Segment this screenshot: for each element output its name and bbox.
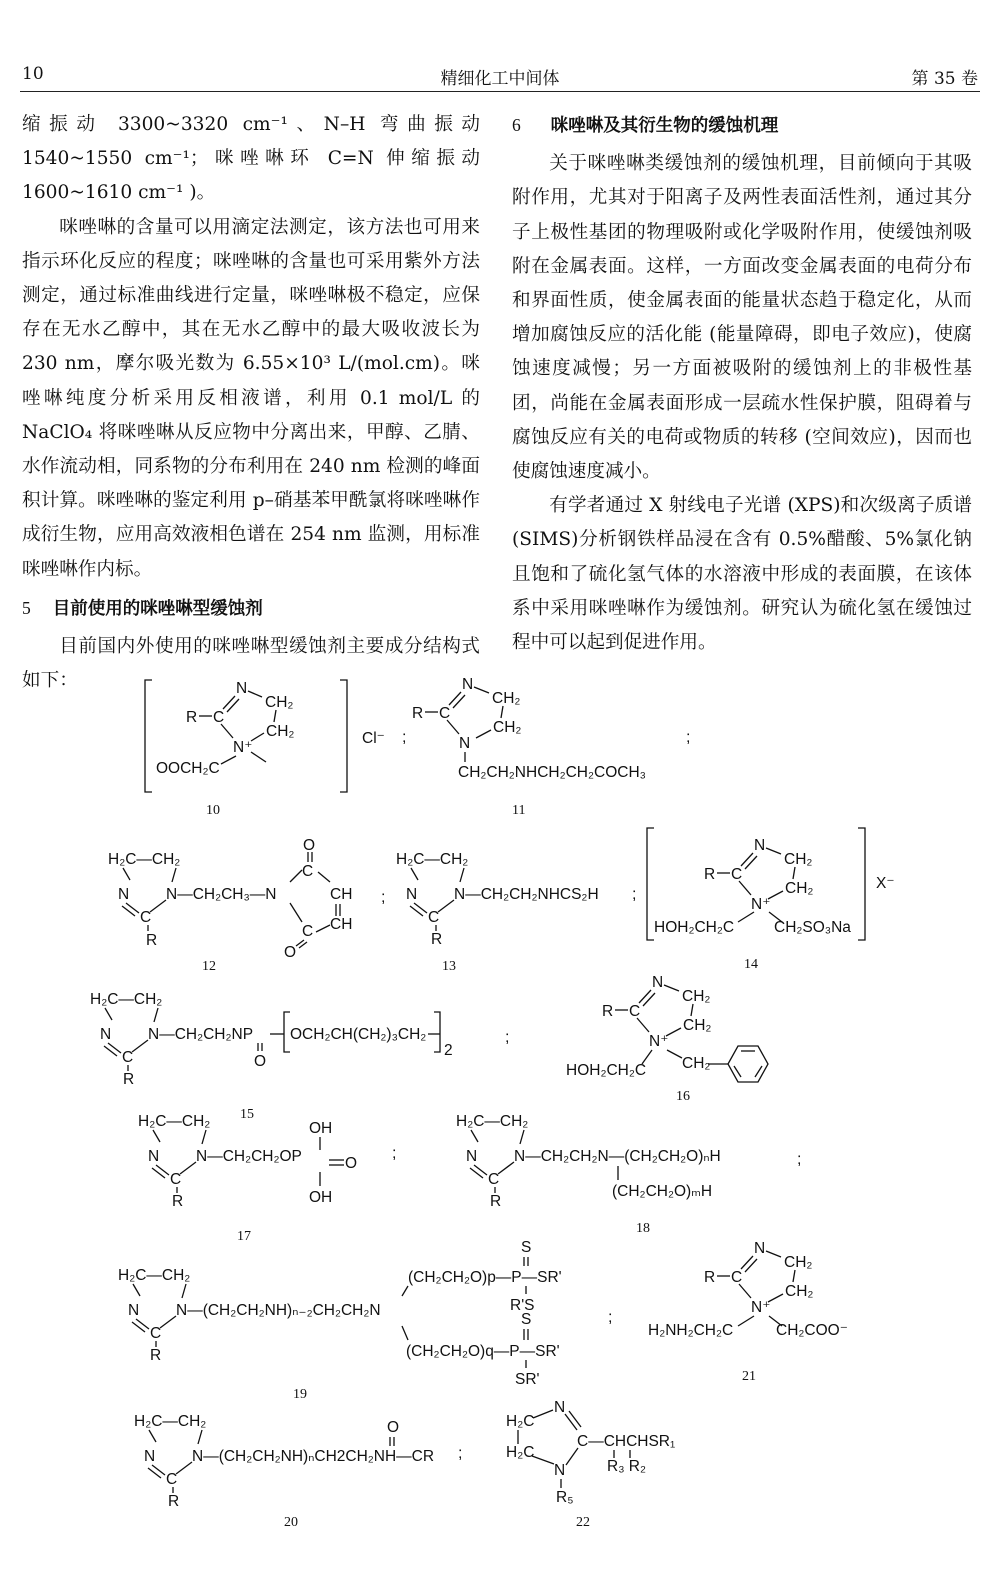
journal-title: 精细化工中间体	[440, 69, 560, 89]
svg-text:N: N	[236, 680, 248, 697]
svg-text:CH₂: CH₂	[682, 1055, 711, 1072]
paragraph: 目前国内外使用的咪唑啉型缓蚀剂主要成分结构式如下：	[22, 636, 480, 692]
svg-text:C: C	[629, 1003, 641, 1020]
svg-text:CH₂: CH₂	[682, 988, 711, 1005]
svg-text:N: N	[554, 1462, 566, 1479]
svg-text:R: R	[186, 709, 198, 726]
paragraph: 关于咪唑啉类缓蚀剂的缓蚀机理，目前倾向于其吸附作用，尤其对于阳离子及两性表面活性剂，通过其分子上极性基团的物理吸附或化学吸附作用，使缓蚀剂吸附在金属表面。这样，一方面改变金属表面的电荷分布和界面性质，使金属表面的能量状态趋于稳定化，从而增加腐蚀反应的活化能 (能量障碍，即电子效应)，使腐蚀速度减慢；另一方面被吸附的缓蚀剂上的非极性基团，尚能在金属表面形成一层疏水性保护膜，阻碍着与腐蚀反应有关的电荷或物质的转移 (空间效应)，因而也使腐蚀速度减小。	[512, 153, 972, 483]
svg-text:N: N	[462, 676, 474, 693]
svg-text:OH: OH	[309, 1120, 333, 1137]
svg-text:O: O	[254, 1053, 267, 1070]
svg-text:H₂C—CH₂: H₂C—CH₂	[396, 851, 469, 868]
paragraph: 有学者通过 X 射线电子光谱 (XPS)和次级离子质谱 (SIMS)分析钢铁样品浸在含有 0.5%醋酸、5%氯化钠且饱和了硫化氢气体的水溶液中形成的表面膜，在该体系中采用咪唑啉作为缓蚀剂。研究认为硫化氢在缓蚀过程中可以起到促进作用。	[512, 495, 972, 654]
svg-text:19: 19	[293, 1387, 307, 1402]
svg-text:;: ;	[797, 1151, 802, 1168]
svg-text:;: ;	[632, 886, 637, 903]
svg-text:O: O	[284, 944, 297, 961]
svg-text:O: O	[303, 837, 316, 854]
svg-text:H₂C—CH₂: H₂C—CH₂	[108, 851, 181, 868]
svg-text:R₅: R₅	[556, 1489, 574, 1506]
svg-text:HOH₂CH₂C: HOH₂CH₂C	[654, 919, 735, 936]
svg-text:N⁺: N⁺	[233, 739, 253, 756]
svg-text:(CH₂CH₂O)p—P—SR': (CH₂CH₂O)p—P—SR'	[408, 1269, 562, 1286]
svg-text:12: 12	[202, 959, 216, 974]
svg-text:N⁺: N⁺	[751, 1299, 771, 1316]
paragraph: 缩振动 3300~3320 cm⁻¹、N–H 弯曲振动 1540~1550 cm⁻¹；咪唑啉环 C=N 伸缩振动 1600~1610 cm⁻¹ )。	[22, 114, 480, 204]
svg-text:N—(CH₂CH₂NH)ₙ₋₂CH₂CH₂N: N—(CH₂CH₂NH)ₙ₋₂CH₂CH₂N	[176, 1302, 381, 1319]
svg-text:OH: OH	[309, 1189, 333, 1206]
svg-text:N⁺: N⁺	[751, 896, 771, 913]
svg-text:;: ;	[402, 729, 407, 746]
svg-text:CH: CH	[330, 916, 353, 933]
svg-text:10: 10	[206, 803, 220, 818]
svg-text:H₂C—CH₂: H₂C—CH₂	[118, 1267, 191, 1284]
structure-12	[108, 837, 352, 974]
svg-text:H₂C: H₂C	[506, 1413, 535, 1430]
svg-text:CH₂: CH₂	[266, 723, 295, 740]
structure-18	[456, 1113, 721, 1236]
svg-text:N: N	[652, 974, 664, 991]
svg-text:CH: CH	[330, 886, 353, 903]
svg-text:N—CH₂CH₂OP: N—CH₂CH₂OP	[196, 1148, 302, 1165]
svg-text:N: N	[554, 1399, 566, 1416]
svg-text:H₂C—CH₂: H₂C—CH₂	[138, 1113, 211, 1130]
svg-text:N: N	[100, 1026, 112, 1043]
svg-text:;: ;	[686, 729, 691, 746]
svg-text:OCH₂CH(CH₂)₃CH₂: OCH₂CH(CH₂)₃CH₂	[290, 1026, 427, 1043]
section-title: 目前使用的咪唑啉型缓蚀剂	[52, 598, 263, 619]
svg-text:R: R	[704, 1269, 716, 1286]
structure-16	[566, 974, 768, 1104]
svg-text:Cl⁻: Cl⁻	[362, 730, 385, 747]
svg-text:O: O	[387, 1419, 400, 1436]
svg-text:N—CH₂CH₂N—(CH₂CH₂O)ₙH: N—CH₂CH₂N—(CH₂CH₂O)ₙH	[514, 1148, 721, 1165]
svg-text:22: 22	[576, 1515, 590, 1530]
svg-text:(CH₂CH₂O)q—P—SR': (CH₂CH₂O)q—P—SR'	[406, 1343, 560, 1360]
svg-text:11: 11	[512, 803, 526, 818]
svg-text:C: C	[731, 866, 743, 883]
svg-text:R: R	[172, 1193, 184, 1210]
svg-text:N: N	[128, 1302, 140, 1319]
svg-text:H₂C—CH₂: H₂C—CH₂	[456, 1113, 529, 1130]
svg-text:N: N	[466, 1148, 478, 1165]
svg-text:C: C	[166, 1471, 178, 1488]
svg-text:N—CH₂CH₂NHCS₂H: N—CH₂CH₂NHCS₂H	[454, 886, 599, 903]
svg-text:SR': SR'	[515, 1371, 540, 1388]
svg-text:N: N	[754, 837, 766, 854]
volume-label: 第 35 卷	[911, 69, 978, 89]
svg-text:N⁺: N⁺	[649, 1033, 669, 1050]
svg-text:C: C	[731, 1269, 743, 1286]
svg-text:C—CHCHSR₁: C—CHCHSR₁	[577, 1433, 676, 1450]
svg-text:S: S	[521, 1239, 532, 1256]
svg-text:17: 17	[237, 1229, 251, 1244]
svg-text:C: C	[122, 1049, 134, 1066]
structure-10	[145, 680, 385, 818]
svg-text:R: R	[602, 1003, 614, 1020]
svg-text:S: S	[521, 1311, 532, 1328]
svg-text:H₂C: H₂C	[506, 1444, 535, 1461]
svg-text:C: C	[428, 909, 440, 926]
svg-text:CH₂CH₂NHCH₂CH₂COCH₃: CH₂CH₂NHCH₂CH₂COCH₃	[458, 764, 646, 781]
svg-text:;: ;	[381, 889, 386, 906]
svg-text:C: C	[170, 1171, 182, 1188]
svg-text:X⁻: X⁻	[876, 875, 895, 892]
svg-text:N: N	[754, 1240, 766, 1257]
svg-text:C: C	[439, 705, 451, 722]
svg-text:OOCH₂C: OOCH₂C	[156, 760, 220, 777]
svg-text:R: R	[490, 1193, 502, 1210]
structure-19	[118, 1239, 562, 1402]
structure-22	[506, 1399, 675, 1530]
svg-text:CH₂: CH₂	[265, 694, 294, 711]
paragraph: 咪唑啉的含量可以用滴定法测定，该方法也可用来指示环化反应的程度；咪唑啉的含量也可采用紫外方法测定，通过标准曲线进行定量，咪唑啉极不稳定，应保存在无水乙醇中，其在无水乙醇中的最大吸收波长为 230 nm，摩尔吸光数为 6.55×10³ L/(mol.cm)。咪唑啉纯度分析采用反相液谱，利用 0.1 mol/L 的 NaClO₄ 将咪唑啉从反应物中分离出来，甲醇、乙腈、水作流动相，同系物的分布利用在 240 nm 检测的峰面积计算。咪唑啉的鉴定利用 p–硝基苯甲酰氯将咪唑啉作成衍生物，应用高效液相色谱在 254 nm 监测，用标准咪唑啉作内标。	[22, 216, 480, 580]
section-title: 咪唑啉及其衍生物的缓蚀机理	[550, 116, 779, 136]
svg-text:C: C	[140, 909, 152, 926]
svg-text:C: C	[150, 1325, 162, 1342]
svg-text:N: N	[118, 886, 130, 903]
svg-text:R: R	[168, 1493, 180, 1510]
svg-text:CH₂COO⁻: CH₂COO⁻	[776, 1322, 848, 1339]
svg-text:CH₂: CH₂	[784, 1254, 813, 1271]
svg-text:20: 20	[284, 1515, 298, 1530]
structure-13	[396, 851, 599, 974]
svg-text:R: R	[412, 705, 424, 722]
svg-text:H₂C—CH₂: H₂C—CH₂	[90, 991, 163, 1008]
svg-text:21: 21	[742, 1369, 756, 1384]
structure-20	[134, 1413, 434, 1530]
svg-text:N: N	[144, 1448, 156, 1465]
svg-text:N: N	[459, 735, 471, 752]
svg-text:;: ;	[505, 1029, 510, 1046]
svg-text:(CH₂CH₂O)ₘH: (CH₂CH₂O)ₘH	[612, 1183, 713, 1200]
svg-text:2: 2	[444, 1042, 453, 1059]
page-number: 10	[22, 64, 44, 84]
svg-text:CH₂: CH₂	[683, 1017, 712, 1034]
svg-text:R: R	[146, 932, 158, 949]
svg-text:15: 15	[240, 1107, 254, 1122]
svg-text:C: C	[302, 923, 314, 940]
svg-text:N—(CH₂CH₂NH)ₙCH2CH₂NH—CR: N—(CH₂CH₂NH)ₙCH2CH₂NH—CR	[192, 1448, 435, 1465]
svg-text:R'S: R'S	[510, 1297, 535, 1314]
structure-15	[90, 991, 453, 1122]
svg-text:18: 18	[636, 1221, 650, 1236]
svg-text:;: ;	[392, 1145, 397, 1162]
structure-17	[138, 1113, 357, 1244]
svg-text:;: ;	[458, 1445, 463, 1462]
svg-text:R: R	[431, 931, 443, 948]
svg-text:H₂C—CH₂: H₂C—CH₂	[134, 1413, 207, 1430]
svg-text:C: C	[213, 709, 225, 726]
svg-text:N: N	[148, 1148, 160, 1165]
svg-text:C: C	[488, 1171, 500, 1188]
svg-text:;: ;	[608, 1309, 613, 1326]
svg-text:14: 14	[744, 957, 758, 972]
svg-text:C: C	[302, 863, 314, 880]
svg-text:N: N	[406, 886, 418, 903]
section-number: 5	[22, 597, 31, 618]
svg-text:R: R	[123, 1071, 135, 1088]
svg-text:16: 16	[676, 1089, 690, 1104]
svg-text:CH₂: CH₂	[785, 1283, 814, 1300]
svg-text:R: R	[704, 866, 716, 883]
svg-text:R: R	[150, 1347, 162, 1364]
structure-21	[648, 1240, 848, 1384]
svg-text:R₃ R₂: R₃ R₂	[607, 1458, 647, 1475]
svg-text:N—CH₂CH₂NP: N—CH₂CH₂NP	[148, 1026, 254, 1043]
structure-14	[647, 828, 895, 972]
svg-text:HOH₂CH₂C: HOH₂CH₂C	[566, 1062, 647, 1079]
svg-text:CH₂: CH₂	[492, 690, 521, 707]
svg-text:CH₂: CH₂	[493, 719, 522, 736]
svg-text:CH₂: CH₂	[784, 851, 813, 868]
structure-11	[412, 676, 646, 818]
section-number: 6	[512, 115, 521, 135]
svg-text:13: 13	[442, 959, 456, 974]
svg-text:CH₂: CH₂	[785, 880, 814, 897]
svg-text:CH₂SO₃Na: CH₂SO₃Na	[774, 919, 851, 936]
svg-text:N—CH₂CH₃—N: N—CH₂CH₃—N	[166, 886, 277, 903]
svg-text:H₂NH₂CH₂C: H₂NH₂CH₂C	[648, 1322, 734, 1339]
svg-text:O: O	[345, 1155, 358, 1172]
